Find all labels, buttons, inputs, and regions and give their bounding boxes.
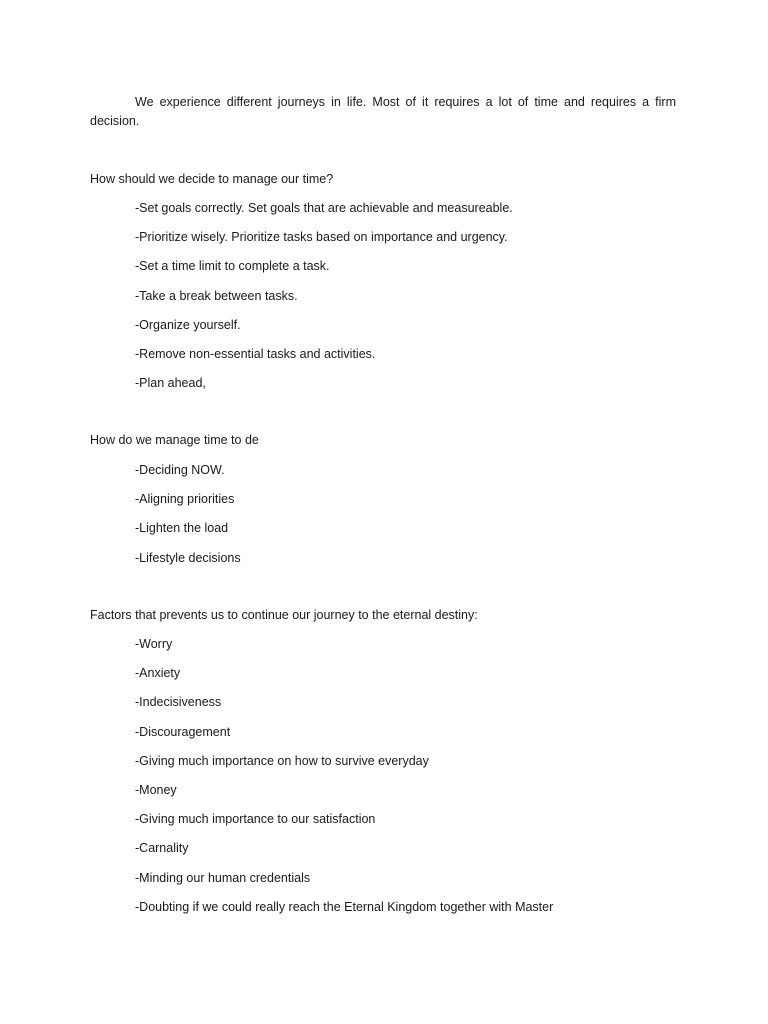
- section-heading-time-management: How should we decide to manage our time?: [90, 172, 334, 186]
- list-item: -Minding our human credentials: [135, 870, 311, 885]
- section-heading-factors: Factors that prevents us to continue our journey to the eternal destiny:: [90, 608, 478, 622]
- manage-time-list: [135, 462, 241, 579]
- list-item: -Lighten the load: [135, 521, 229, 536]
- time-management-list: [135, 200, 513, 404]
- list-item: -Deciding NOW.: [135, 463, 225, 477]
- list-item: -Aligning priorities: [135, 492, 235, 507]
- list-item: -Giving much importance to our satisfaction: [135, 812, 376, 827]
- list-item: -Giving much importance on how to survive everyday: [135, 753, 429, 768]
- intro-paragraph: We experience different journeys in life. Most of it requires a lot of time and requires a firm decision.: [90, 95, 676, 128]
- list-item: -Plan ahead,: [135, 376, 206, 391]
- list-item: -Money: [135, 782, 177, 797]
- list-item: -Set a time limit to complete a task.: [135, 259, 330, 274]
- list-item: -Organize yourself.: [135, 317, 241, 332]
- list-item: -Take a break between tasks.: [135, 288, 298, 303]
- section-heading-manage-time: How do we manage time to de: [90, 433, 259, 447]
- list-item: -Lifestyle decisions: [135, 550, 241, 565]
- list-item: -Anxiety: [135, 666, 181, 681]
- list-item: -Worry: [135, 637, 173, 651]
- list-item: -Discouragement: [135, 724, 231, 739]
- list-item: -Set goals correctly. Set goals that are achievable and measureable.: [135, 201, 513, 215]
- list-item: -Remove non-essential tasks and activities.: [135, 346, 376, 361]
- list-item: -Indecisiveness: [135, 695, 222, 710]
- list-item: -Doubting if we could really reach the Eternal Kingdom together with Master: [135, 899, 554, 914]
- list-item: -Carnality: [135, 841, 189, 856]
- factors-list: [135, 636, 553, 928]
- list-item: -Prioritize wisely. Prioritize tasks based on importance and urgency.: [135, 230, 508, 245]
